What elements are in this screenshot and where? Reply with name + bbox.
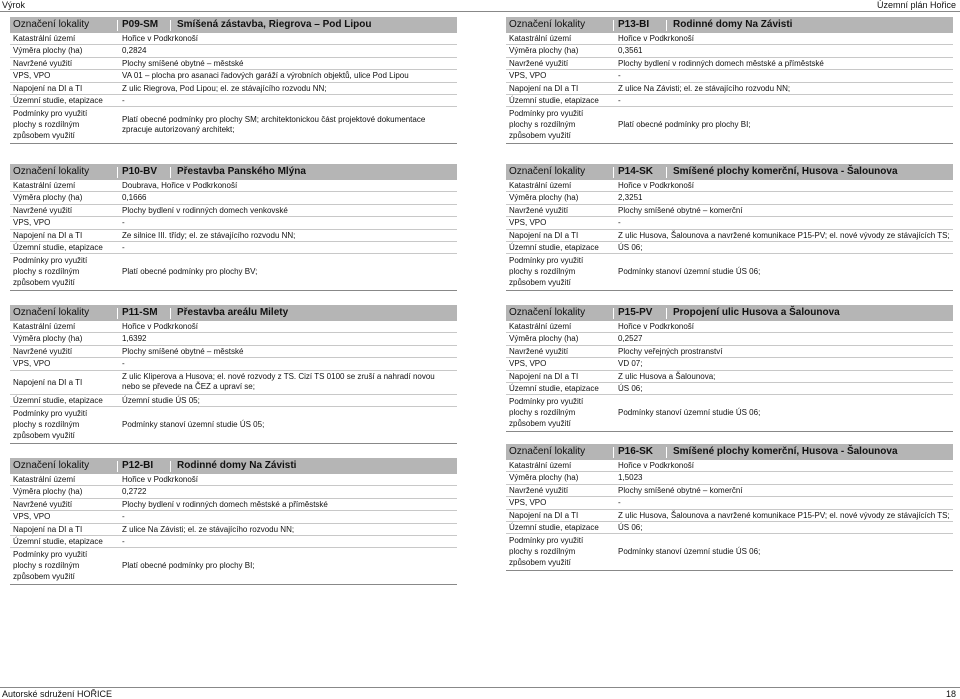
row-navrzene <box>10 58 457 70</box>
row-napojeni <box>10 524 457 536</box>
row-key: Napojení na DI a TI <box>13 83 83 93</box>
row-value: - <box>122 512 125 522</box>
row-value: Platí obecné podmínky pro plochy BV; <box>122 267 258 277</box>
row-key: Podmínky pro využití plochy s rozdílným způsobem využití <box>509 397 584 429</box>
row-key: Napojení na DI a TI <box>13 377 83 387</box>
row-vymera <box>506 192 953 204</box>
locality-name: Rodinné domy Na Závisti <box>177 460 297 471</box>
row-studie <box>10 95 457 107</box>
row-key: Napojení na DI a TI <box>13 524 83 534</box>
row-value: Z ulic Riegrova, Pod Lipou; el. ze stávajícího rozvodu NN; <box>122 83 327 93</box>
divider <box>613 447 614 458</box>
locality-code: P13-BI <box>618 19 650 30</box>
block-bottom-line <box>10 143 457 144</box>
row-key: Katastrální území <box>13 181 76 190</box>
row-key: Katastrální území <box>509 181 572 190</box>
row-vps <box>506 358 953 370</box>
row-key: Územní studie, etapizace <box>13 242 103 252</box>
divider <box>613 167 614 178</box>
locality-block <box>10 17 457 143</box>
row-value: Ze silnice III. třídy; el. ze stávajícího rozvodu NN; <box>122 230 296 240</box>
locality-code: P16-SK <box>618 446 654 457</box>
row-value: ÚS 06; <box>618 242 643 252</box>
divider <box>170 461 171 472</box>
row-key: Výměra plochy (ha) <box>13 487 83 497</box>
row-napojeni <box>10 230 457 242</box>
row-value: 0,2722 <box>122 487 147 497</box>
locality-block <box>506 305 953 431</box>
row-katastralni <box>10 33 457 45</box>
locality-code: P11-SM <box>122 307 158 318</box>
row-vymera <box>506 333 953 345</box>
block-header <box>506 305 953 321</box>
row-studie <box>10 242 457 254</box>
row-key: Územní studie, etapizace <box>509 242 599 252</box>
row-napojeni <box>506 230 953 242</box>
row-key: Navržené využití <box>13 58 73 68</box>
row-value: Z ulic Husova, Šalounova a navržené komunikace P15-PV; el. nové vývody ze stávajících TS; <box>618 510 950 520</box>
locality-block <box>506 444 953 570</box>
block-header <box>506 444 953 460</box>
row-navrzene <box>506 485 953 497</box>
row-key: VPS, VPO <box>13 512 51 522</box>
row-key: Výměra plochy (ha) <box>509 46 579 56</box>
row-key: Napojení na DI a TI <box>509 510 579 520</box>
divider <box>117 20 118 31</box>
locality-block <box>10 305 457 443</box>
row-napojeni <box>506 371 953 383</box>
row-value: Z ulic Kliperova a Husova; el. nové rozvody z TS. Cizí TS 0100 se zruší a nahradí novou nebo se převede na ČEZ a upraví se; <box>122 371 435 391</box>
row-value: Podmínky stanoví územní studie ÚS 06; <box>618 547 761 557</box>
row-value: Plochy smíšené obytné – komerční <box>618 485 743 495</box>
row-value: - <box>618 498 621 508</box>
row-value: Z ulice Na Závisti; el. ze stávajícího rozvodu NN; <box>122 524 295 534</box>
locality-name: Propojení ulic Husova a Šalounova <box>673 307 840 318</box>
row-value: Z ulic Husova a Šalounova; <box>618 371 716 381</box>
divider <box>170 308 171 319</box>
row-value: Doubrava, Hořice v Podkrkonoší <box>122 181 238 190</box>
row-value: - <box>122 359 125 369</box>
row-key: VPS, VPO <box>13 218 51 228</box>
divider <box>666 308 667 319</box>
row-value: - <box>618 71 621 81</box>
row-key: Územní studie, etapizace <box>13 95 103 105</box>
divider <box>170 20 171 31</box>
locality-block <box>506 17 953 143</box>
row-value: - <box>122 536 125 546</box>
row-value: Hořice v Podkrkonoší <box>122 34 199 43</box>
row-key: VPS, VPO <box>13 359 51 369</box>
locality-name: Smíšené plochy komerční, Husova - Šalounova <box>673 446 898 457</box>
block-header <box>10 17 457 33</box>
row-podminky <box>506 107 953 143</box>
locality-code: P10-BV <box>122 166 158 177</box>
row-value: - <box>122 218 125 228</box>
header-left: Výrok <box>2 0 26 10</box>
row-value: Podmínky stanoví územní studie ÚS 06; <box>618 408 761 418</box>
row-value: Plochy bydlení v rodinných domech městské a příměstské <box>618 58 824 68</box>
row-napojeni <box>506 510 953 522</box>
block-bottom-line <box>10 443 457 444</box>
row-key: Katastrální území <box>13 34 76 43</box>
oznaceni-label: Označení lokality <box>13 166 90 177</box>
row-value: Hořice v Podkrkonoší <box>618 34 695 43</box>
row-value: ÚS 06; <box>618 522 643 532</box>
divider <box>613 20 614 31</box>
row-value: 0,2824 <box>122 46 147 56</box>
row-value: Hořice v Podkrkonoší <box>618 322 695 331</box>
row-value: - <box>618 95 621 105</box>
block-bottom-line <box>506 143 953 144</box>
row-katastralni <box>506 460 953 472</box>
row-value: 0,3561 <box>618 46 643 56</box>
oznaceni-label: Označení lokality <box>509 307 586 318</box>
row-katastralni <box>10 180 457 192</box>
row-value: Z ulice Na Závisti; el. ze stávajícího rozvodu NN; <box>618 83 791 93</box>
row-value: Územní studie ÚS 05; <box>122 395 200 405</box>
row-value: 0,1666 <box>122 193 147 203</box>
row-value: Platí obecné podmínky pro plochy BI; <box>618 120 751 130</box>
row-podminky <box>10 407 457 443</box>
row-vymera <box>10 486 457 498</box>
row-value: Hořice v Podkrkonoší <box>618 461 695 470</box>
row-key: Výměra plochy (ha) <box>13 334 83 344</box>
row-key: Výměra plochy (ha) <box>509 473 579 483</box>
row-key: VPS, VPO <box>509 71 547 81</box>
block-bottom-line <box>10 290 457 291</box>
row-vps <box>506 497 953 509</box>
row-key: Podmínky pro využití plochy s rozdílným způsobem využití <box>509 256 584 288</box>
row-key: VPS, VPO <box>509 359 547 369</box>
row-katastralni <box>506 180 953 192</box>
block-bottom-line <box>506 570 953 571</box>
row-key: Podmínky pro využití plochy s rozdílným způsobem využití <box>509 109 584 141</box>
row-value: Platí obecné podmínky pro plochy BI; <box>122 561 255 571</box>
row-value: Z ulic Husova, Šalounova a navržené komunikace P15-PV; el. nové vývody ze stávajících TS; <box>618 230 950 240</box>
row-value: 1,6392 <box>122 334 147 344</box>
block-bottom-line <box>506 431 953 432</box>
row-key: Podmínky pro využití plochy s rozdílným způsobem využití <box>13 109 88 141</box>
locality-name: Rodinné domy Na Závisti <box>673 19 793 30</box>
page-header <box>0 0 960 12</box>
row-key: Výměra plochy (ha) <box>13 193 83 203</box>
row-key: Navržené využití <box>509 205 569 215</box>
row-key: Podmínky pro využití plochy s rozdílným způsobem využití <box>13 256 88 288</box>
row-value: Plochy veřejných prostranství <box>618 346 723 356</box>
row-vps <box>506 217 953 229</box>
row-value: 2,3251 <box>618 193 643 203</box>
row-vps <box>10 358 457 370</box>
row-key: Výměra plochy (ha) <box>509 193 579 203</box>
divider <box>666 447 667 458</box>
row-studie <box>506 383 953 395</box>
divider <box>117 308 118 319</box>
row-key: Územní studie, etapizace <box>13 536 103 546</box>
row-key: Výměra plochy (ha) <box>13 46 83 56</box>
row-value: ÚS 06; <box>618 383 643 393</box>
row-vps <box>506 70 953 82</box>
row-key: Katastrální území <box>509 461 572 470</box>
locality-code: P15-PV <box>618 307 653 318</box>
row-key: Napojení na DI a TI <box>509 83 579 93</box>
row-navrzene <box>10 499 457 511</box>
row-key: Výměra plochy (ha) <box>509 334 579 344</box>
row-podminky <box>10 107 457 143</box>
row-key: Katastrální území <box>509 322 572 331</box>
row-vymera <box>10 45 457 57</box>
row-value: Podmínky stanoví územní studie ÚS 06; <box>618 267 761 277</box>
row-value: Hořice v Podkrkonoší <box>618 181 695 190</box>
row-key: Navržené využití <box>509 485 569 495</box>
row-value: - <box>122 95 125 105</box>
row-studie <box>10 536 457 548</box>
row-key: VPS, VPO <box>509 498 547 508</box>
divider <box>666 20 667 31</box>
row-key: Územní studie, etapizace <box>509 383 599 393</box>
page-footer <box>0 687 960 699</box>
locality-block <box>10 164 457 290</box>
locality-name: Přestavba areálu Milety <box>177 307 289 318</box>
row-key: Katastrální území <box>13 475 76 484</box>
header-right: Územní plán Hořice <box>876 0 956 10</box>
row-vymera <box>10 192 457 204</box>
locality-code: P14-SK <box>618 166 654 177</box>
row-katastralni <box>10 474 457 486</box>
block-header <box>506 17 953 33</box>
row-podminky <box>10 254 457 290</box>
row-katastralni <box>10 321 457 333</box>
oznaceni-label: Označení lokality <box>13 307 90 318</box>
row-key: Územní studie, etapizace <box>509 522 599 532</box>
block-header <box>10 164 457 180</box>
divider <box>170 167 171 178</box>
row-key: Napojení na DI a TI <box>509 230 579 240</box>
row-vymera <box>506 45 953 57</box>
row-key: Navržené využití <box>13 205 73 215</box>
row-studie <box>506 522 953 534</box>
row-studie <box>506 242 953 254</box>
block-bottom-line <box>506 290 953 291</box>
locality-name: Přestavba Panského Mlýna <box>177 166 306 177</box>
row-navrzene <box>506 58 953 70</box>
row-studie <box>506 95 953 107</box>
locality-name: Smíšená zástavba, Riegrova – Pod Lipou <box>177 19 372 30</box>
locality-name: Smíšené plochy komerční, Husova - Šalounova <box>673 166 898 177</box>
oznaceni-label: Označení lokality <box>509 19 586 30</box>
row-key: Navržené využití <box>509 346 569 356</box>
row-napojeni <box>506 83 953 95</box>
row-navrzene <box>506 346 953 358</box>
row-key: VPS, VPO <box>13 71 51 81</box>
row-value: - <box>618 218 621 228</box>
divider <box>666 167 667 178</box>
row-value: Plochy smíšené obytné – městské <box>122 346 244 356</box>
row-studie <box>10 395 457 407</box>
divider <box>117 461 118 472</box>
block-bottom-line <box>10 584 457 585</box>
row-key: Navržené využití <box>13 499 73 509</box>
divider <box>613 308 614 319</box>
row-value: Hořice v Podkrkonoší <box>122 322 199 331</box>
row-podminky <box>10 548 457 584</box>
row-key: Podmínky pro využití plochy s rozdílným způsobem využití <box>13 408 88 440</box>
row-vymera <box>10 333 457 345</box>
row-value: 1,5023 <box>618 473 643 483</box>
row-podminky <box>506 395 953 431</box>
row-value: Hořice v Podkrkonoší <box>122 475 199 484</box>
row-value: Platí obecné podmínky pro plochy SM; architektonickou část projektové dokumentace zpracuje autorizovaný architekt; <box>122 115 426 135</box>
oznaceni-label: Označení lokality <box>509 446 586 457</box>
row-value: Plochy bydlení v rodinných domech městské a příměstské <box>122 499 328 509</box>
row-key: Napojení na DI a TI <box>13 230 83 240</box>
row-value: Plochy bydlení v rodinných domech venkovské <box>122 205 288 215</box>
row-key: Podmínky pro využití plochy s rozdílným způsobem využití <box>509 536 584 568</box>
row-vps <box>10 511 457 523</box>
row-key: Katastrální území <box>509 34 572 43</box>
locality-code: P12-BI <box>122 460 154 471</box>
row-value: VD 07; <box>618 359 643 369</box>
locality-code: P09-SM <box>122 19 159 30</box>
row-navrzene <box>10 346 457 358</box>
block-header <box>10 458 457 474</box>
footer-author: Autorské sdružení HOŘICE <box>2 689 113 699</box>
row-navrzene <box>506 205 953 217</box>
block-header <box>506 164 953 180</box>
row-key: Napojení na DI a TI <box>509 371 579 381</box>
row-napojeni <box>10 83 457 95</box>
row-value: Plochy smíšené obytné – komerční <box>618 205 743 215</box>
block-header <box>10 305 457 321</box>
row-vps <box>10 217 457 229</box>
row-key: Navržené využití <box>13 346 73 356</box>
row-podminky <box>506 254 953 290</box>
row-vymera <box>506 472 953 484</box>
row-katastralni <box>506 321 953 333</box>
row-value: - <box>122 242 125 252</box>
divider <box>117 167 118 178</box>
row-value: 0,2527 <box>618 334 643 344</box>
oznaceni-label: Označení lokality <box>13 19 90 30</box>
page-number: 18 <box>945 689 956 699</box>
locality-block <box>506 164 953 290</box>
row-katastralni <box>506 33 953 45</box>
row-value: Podmínky stanoví územní studie ÚS 05; <box>122 419 265 429</box>
row-key: Územní studie, etapizace <box>13 395 103 405</box>
locality-block <box>10 458 457 584</box>
row-navrzene <box>10 205 457 217</box>
row-key: VPS, VPO <box>509 218 547 228</box>
row-podminky <box>506 534 953 570</box>
oznaceni-label: Označení lokality <box>13 460 90 471</box>
row-napojeni <box>10 371 457 395</box>
row-vps <box>10 70 457 82</box>
row-key: Navržené využití <box>509 58 569 68</box>
oznaceni-label: Označení lokality <box>509 166 586 177</box>
row-key: Katastrální území <box>13 322 76 331</box>
row-key: Podmínky pro využití plochy s rozdílným způsobem využití <box>13 550 88 582</box>
row-value: VA 01 – plocha pro asanaci řadových garáží a výrobních objektů, ulice Pod Lipou <box>122 71 409 81</box>
row-key: Územní studie, etapizace <box>509 95 599 105</box>
row-value: Plochy smíšené obytné – městské <box>122 58 244 68</box>
